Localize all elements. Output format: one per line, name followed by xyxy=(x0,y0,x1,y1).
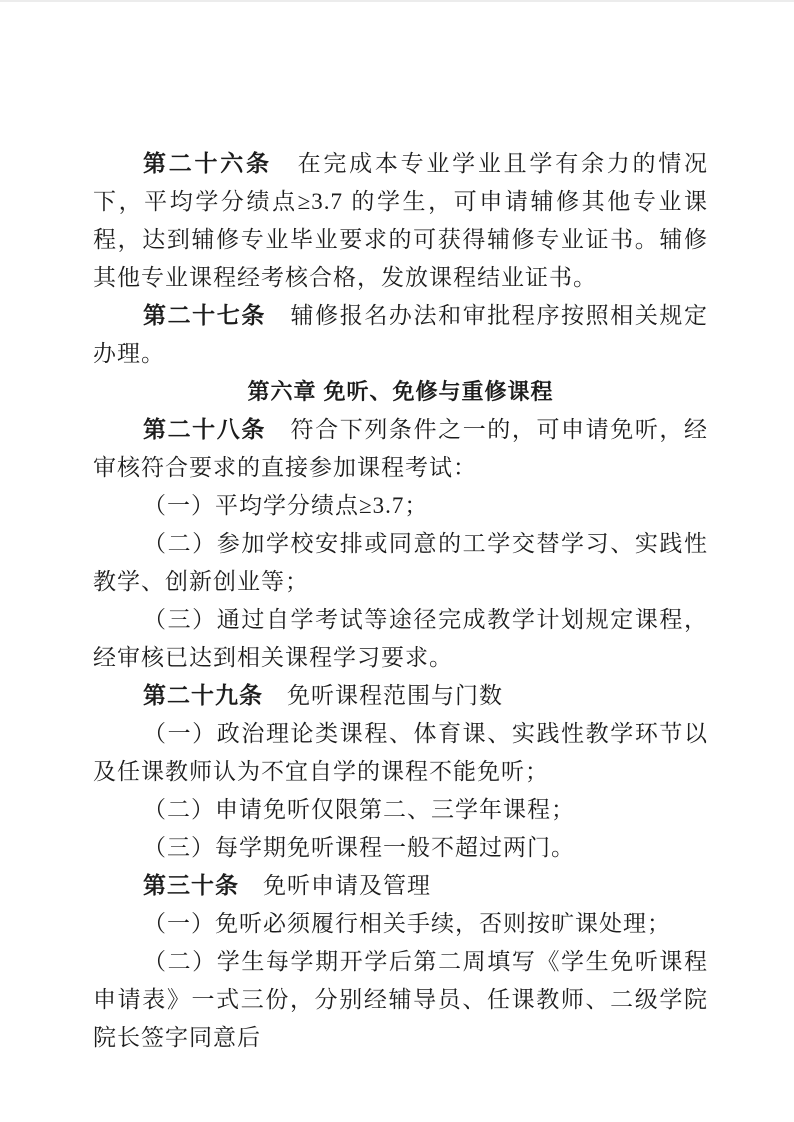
clause-28-number: 第二十八条 xyxy=(143,417,266,442)
clause-30-item-1: （一）免听必须履行相关手续，否则按旷课处理； xyxy=(143,911,671,936)
clause-29-item-2: （二）申请免听仅限第二、三学年课程； xyxy=(143,797,575,822)
clause-28-paragraph xyxy=(93,411,708,487)
clause-28-item-1: （一）平均学分绩点≥3.7； xyxy=(143,493,429,518)
clause-26-text: 在完成本专业学业且学有余力的情况下，平均学分绩点≥3.7 的学生，可申请辅修其他专业课程，达到辅修专业毕业要求的可获得辅修专业证书。辅修其他专业课程经考核合格，发放课程结业证书。 xyxy=(93,151,709,290)
clause-29-number: 第二十九条 xyxy=(143,683,263,708)
clause-30-text: 免听申请及管理 xyxy=(239,873,431,898)
clause-28-text: 符合下列条件之一的，可申请免听，经审核符合要求的直接参加课程考试： xyxy=(93,417,709,480)
page-top-border xyxy=(0,0,794,2)
clause-28-item-3: （三）通过自学考试等途径完成教学计划规定课程，经审核已达到相关课程学习要求。 xyxy=(93,607,708,670)
clause-27-number: 第二十七条 xyxy=(143,303,266,328)
clause-28-item-2: （二）参加学校安排或同意的工学交替学习、实践性教学、创新创业等； xyxy=(93,531,708,594)
clause-29-item-1: （一）政治理论类课程、体育课、实践性教学环节以及任课教师认为不宜自学的课程不能免听； xyxy=(93,721,708,784)
document-body xyxy=(93,145,708,1057)
clause-27-text: 辅修报名办法和审批程序按照相关规定办理。 xyxy=(93,303,709,366)
clause-29-paragraph xyxy=(93,677,708,715)
clause-29-text: 免听课程范围与门数 xyxy=(263,683,503,708)
clause-30-item-2: （二）学生每学期开学后第二周填写《学生免听课程申请表》一式三份，分别经辅导员、任课教师、二级学院院长签字同意后 xyxy=(93,949,708,1050)
clause-30-paragraph xyxy=(93,867,708,905)
clause-26-paragraph xyxy=(93,145,708,297)
clause-27-paragraph xyxy=(93,297,708,373)
clause-26-number: 第二十六条 xyxy=(143,151,272,176)
clause-29-item-3: （三）每学期免听课程一般不超过两门。 xyxy=(143,835,575,860)
clause-30-number: 第三十条 xyxy=(143,873,239,898)
chapter-6-heading: 第六章 免听、免修与重修课程 xyxy=(247,379,554,404)
